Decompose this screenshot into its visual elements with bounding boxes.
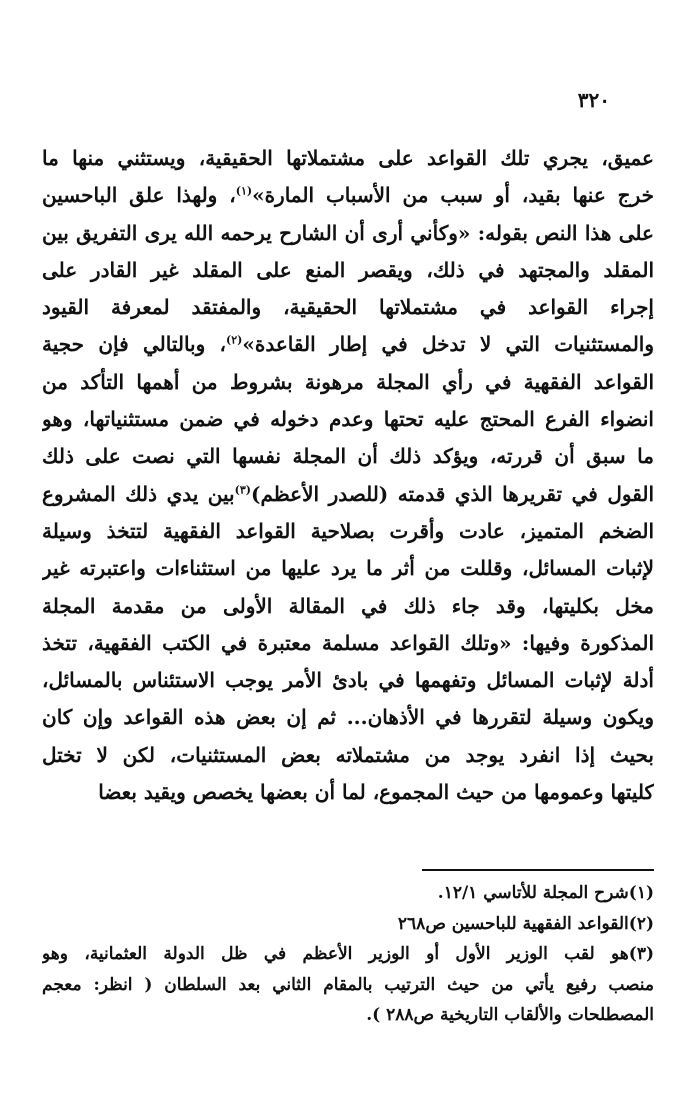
footnote-separator (422, 869, 654, 871)
text-line: ما سبق أن قررته، ويؤكد ذلك أن المجلة نفسها التي نصت على ذلك (42, 444, 654, 469)
text-line: لإثبات المسائل، وقللت من أثر ما يرد عليها من استثناءات واعتبرته غير (42, 556, 654, 581)
text-line: مخل بكليتها، وقد جاء ذلك في المقالة الأولى من مقدمة المجلة (42, 593, 654, 618)
text-line: إجراء القواعد في مشتملاتها الحقيقية، والمفتقد لمعرفة القيود (42, 295, 654, 320)
text-line: الضخم المتميز، عادت وأقرت بصلاحية القواعد الفقهية لتتخذ وسيلة (42, 518, 654, 543)
footnote-3: (٣)هو لقب الوزير الأول أو الوزير الأعظم في ظل الدولة العثمانية، وهو منصب رفيع يأتي من حيث الترتيب بالمقام الثاني بعد السلطان ( انظر: معجم المصطلحات والألقاب التاريخية ص٢٨٨ ). (42, 944, 654, 1025)
text-line: على هذا النص بقوله: «وكأني أرى أن الشارح يرحمه الله يرى التفريق بين (42, 220, 654, 245)
footnote-ref[interactable]: (٢) (226, 333, 243, 347)
text-line: المقلد والمجتهد في ذلك، ويقصر المنع على المقلد غير القادر على (42, 257, 654, 282)
text-line: خرج عنها بقيد، أو سبب من الأسباب المارة»$^{(١)}$، ولهذا علق الباحسين (42, 183, 654, 208)
main-text (42, 140, 654, 811)
footnotes (42, 878, 654, 1031)
footnote-ref[interactable]: (١) (235, 184, 253, 198)
text-line: أدلة لإثبات المسائل وتفهمها في بادئ الأمر يوجب الاستئناس بالمسائل، (42, 668, 654, 693)
text-line: عميق، يجري تلك القواعد على مشتملاتها الحقيقية، ويستثني منها ما (42, 146, 654, 170)
text-line: ويكون وسيلة لتقررها في الأذهان... ثم إن بعض هذه القواعد وإن كان (42, 705, 654, 730)
footnote-2: (٢)القواعد الفقهية للباحسين ص٢٦٨ (397, 913, 654, 934)
page-number: ٣٢٠ (577, 88, 610, 112)
text-line: بحيث إذا انفرد يوجد من مشتملاته بعض المستثنيات، لكن لا تختل (42, 742, 654, 767)
text-line: كليتها وعمومها من حيث المجموع، لما أن بعضها يخصص ويقيد بعضا (98, 780, 654, 805)
text-line: القواعد الفقهية في رأي المجلة مرهونة بشروط من أهمها التأكد من (42, 369, 654, 394)
footnote-ref[interactable]: (٣) (234, 483, 251, 497)
text-line: والمستثنيات التي لا تدخل في إطار القاعدة»$^{(٢)}$، وبالتالي فإن حجية (42, 332, 654, 357)
text-line: القول في تقريرها الذي قدمته (للصدر الأعظم)$^{(٣)}$بين يدي ذلك المشروع (42, 481, 654, 506)
text-line: انضواء الفرع المحتج عليه تحتها وعدم دخوله في ضمن مستثنياتها، وهو (42, 407, 654, 432)
footnote-1: (١)شرح المجلة للأتاسي ١٢/١. (437, 883, 654, 903)
text-line: المذكورة وفيها: «وتلك القواعد مسلمة معتبرة في الكتب الفقهية، تتخذ (42, 630, 654, 655)
